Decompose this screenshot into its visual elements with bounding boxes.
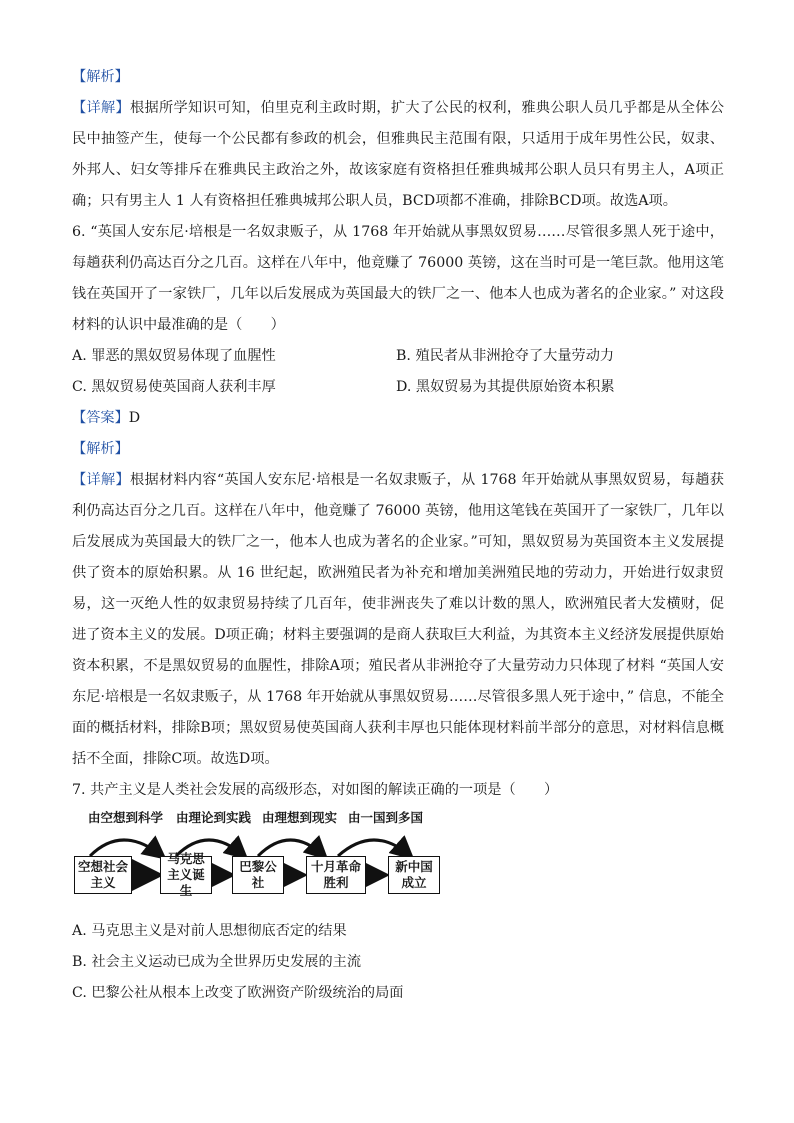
stage-label: 由空想到科学 (88, 810, 164, 825)
detail-text: 根据所学知识可知，伯里克利主政时期，扩大了公民的权利，雅典公职人员几乎都是从全体公民中抽签产生，使每一个公民都有参政的机会，但雅典民主范围有限，只适用于成年男性公民，奴隶、外邦人、妇女等排斥在雅典民主政治之外，故该家庭有资格担任雅典城邦公职人员只有男主人，A项正确；只有男主人 1 人有资格担任雅典城邦公职人员，BCD项都不准确，排除BCD项。故选A项。 (72, 100, 724, 209)
answer-line (72, 403, 724, 434)
stage-label: 由一国到多国 (348, 810, 424, 825)
diagram-box: 马克思主义诞生 (160, 856, 212, 894)
analysis-heading (72, 62, 724, 93)
analysis-heading (72, 434, 724, 465)
arc-arrow (90, 840, 162, 856)
stage-label: 由理论到实践 (176, 810, 252, 825)
diagram-box: 空想社会主义 (74, 856, 132, 894)
question-6-stem: 6. “英国人安东尼·培根是一名奴隶贩子，从 1768 年开始就从事黑奴贸易……尽管很多黑人死于途中，每趟获利仍高达百分之几百。这样在八年中，他竟赚了 76000 英镑，这在当时可是一笔巨款。他用这笔钱在英国开了一家铁厂，几年以后发展成为英国最大的铁厂之一、他本人也成为著名的企业家。” 对这段材料的认识中最准确的是（ ） (72, 224, 724, 333)
detail-paragraph (72, 465, 724, 775)
analysis-tag: 【解析】 (72, 441, 129, 457)
arc-arrow (258, 840, 324, 856)
option-a[interactable]: A. 罪恶的黑奴贸易体现了血腥性 (72, 348, 276, 364)
answer-value: D (128, 410, 141, 426)
option-b[interactable]: B. 殖民者从非洲抢夺了大量劳动力 (396, 348, 615, 364)
detail-text: 根据材料内容“英国人安东尼·培根是一名奴隶贩子，从 1768 年开始就从事黑奴贸易，每趟获利仍高达百分之几百。这样在八年中，他竟赚了 76000 英镑，他用这笔钱在英国开了一家铁厂，几年以后发展成为英国最大的铁厂之一，他本人也成为著名的企业家。”可知，黑奴贸易为英国资本主义发展提供了资本的原始积累。从 16 世纪起，欧洲殖民者为补充和增加美洲殖民地的劳动力，开始进行奴隶贸易，这一灭绝人性的奴隶贸易持续了几百年，使非洲丧失了难以计数的黑人，欧洲殖民者大发横财，促进了资本主义的发展。D项正确；材料主要强调的是商人获取巨大利益，为其资本主义经济发展提供原始资本积累，不是黑奴贸易的血腥性，排除A项；殖民者从非洲抢夺了大量劳动力只体现了材料 “英国人安东尼·培根是一名奴隶贩子，从 1768 年开始就从事黑奴贸易……尽管很多黑人死于途中，” 信息，不能全面的概括材料，排除B项；黑奴贸易使英国商人获利丰厚也只能体现材料前半部分的意思，对材料信息概括不全面，排除C项。故选D项。 (72, 472, 724, 767)
answer-tag: 【答案】 (72, 410, 129, 426)
option-a[interactable]: A. 马克思主义是对前人思想彻底否定的结果 (72, 923, 347, 939)
question-7-options (72, 916, 724, 1009)
question-7-stem: 7. 共产主义是人类社会发展的高级形态，对如图的解读正确的一项是（ ） (72, 782, 559, 798)
detail-tag: 【详解】 (72, 472, 130, 488)
arc-arrow (338, 840, 410, 856)
diagram-box: 新中国成立 (388, 856, 440, 894)
diagram-box: 巴黎公社 (232, 856, 284, 894)
question-6-options (72, 341, 724, 403)
development-diagram (72, 810, 452, 910)
option-c[interactable]: C. 巴黎公社从根本上改变了欧洲资产阶级统治的局面 (72, 985, 404, 1001)
option-c[interactable]: C. 黑奴贸易使英国商人获利丰厚 (72, 379, 276, 395)
option-b[interactable]: B. 社会主义运动已成为全世界历史发展的主流 (72, 954, 362, 970)
analysis-tag: 【解析】 (72, 69, 129, 85)
exam-page (72, 62, 724, 1009)
diagram-box: 十月革命胜利 (306, 856, 366, 894)
option-d[interactable]: D. 黑奴贸易为其提供原始资本积累 (396, 379, 615, 395)
detail-paragraph (72, 93, 724, 217)
detail-tag: 【详解】 (72, 100, 130, 116)
stage-label: 由理想到现实 (262, 810, 338, 825)
